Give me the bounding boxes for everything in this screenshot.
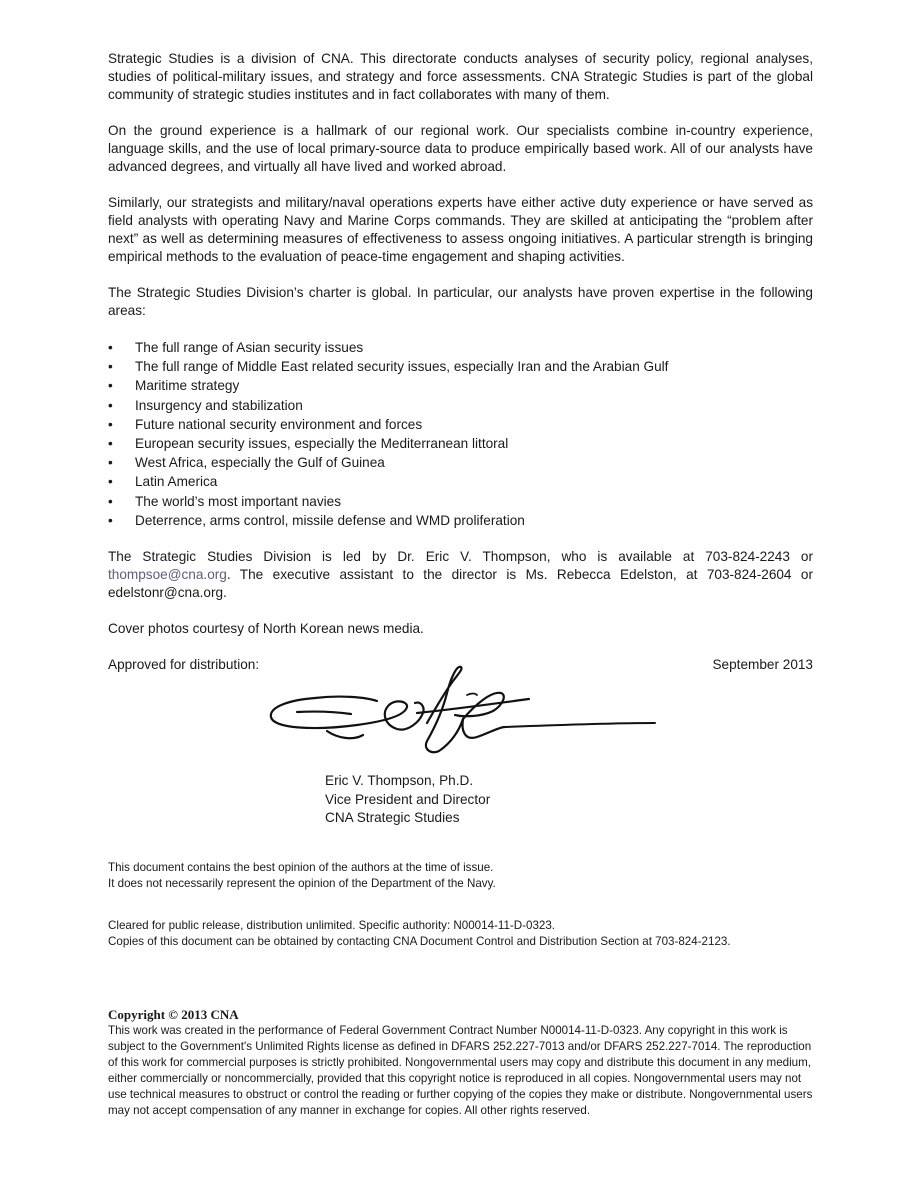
release-line: Copies of this document can be obtained by contacting CNA Document Control and Distribution Section at 703-824-2123. bbox=[108, 935, 731, 948]
list-item bbox=[108, 511, 813, 530]
list-item bbox=[108, 357, 813, 376]
list-item bbox=[108, 415, 813, 434]
signature-image bbox=[267, 665, 659, 765]
bullet-icon: • bbox=[108, 340, 113, 355]
signer-block bbox=[325, 772, 490, 828]
contact-text: . The executive assistant to the director is Ms. Rebecca Edelston, at 703-824-2604 or edelstonr@cna.org. bbox=[108, 567, 813, 601]
list-item-text: West Africa, especially the Gulf of Guinea bbox=[135, 455, 385, 471]
list-item bbox=[108, 453, 813, 472]
bullet-icon: • bbox=[108, 493, 113, 509]
list-item bbox=[108, 472, 813, 491]
bullet-icon: • bbox=[108, 416, 113, 432]
list-item bbox=[108, 376, 813, 395]
list-item-text: European security issues, especially the Mediterranean littoral bbox=[135, 436, 509, 452]
expertise-list bbox=[108, 338, 813, 530]
list-item bbox=[108, 396, 813, 415]
intro-paragraph: The Strategic Studies Division’s charter is global. In particular, our analysts have proven expertise in the following areas: bbox=[108, 285, 813, 318]
intro-paragraph: On the ground experience is a hallmark of our regional work. Our specialists combine in-country experience, language skills, and the use of local primary-source data to produce empirically based work. All of our analysts have advanced degrees, and virtually all have lived and worked abroad. bbox=[108, 123, 813, 174]
copyright-text: This work was created in the performance of Federal Government Contract Number N00014-11-D-0323. Any copyright in this work is subject to the Government's Unlimited Rights license as defined in DFARS 252.227-7013 and/or DFARS 252.227-7014. The reproduction of this work for commercial purposes is strictly prohibited. Nongovernmental users may copy and distribute this document in any medium, either commercially or noncommercially, provided that this copyright notice is reproduced in all copies. Nongovernmental users may not use technical measures to obstruct or control the reading or further copying of the copies they make or distribute. Nongovernmental users may not accept compensation of any manner in exchange for copies. All other rights reserved. bbox=[108, 1024, 813, 1118]
bullet-icon: • bbox=[108, 397, 113, 413]
release-notice bbox=[108, 918, 828, 950]
intro-paragraph: Similarly, our strategists and military/naval operations experts have either active duty experience or have served as field analysts with operating Navy and Marine Corps commands. They are skilled at anticipating the “problem after next” as well as determining measures of effectiveness to assess ongoing initiatives. A particular strength is bringing empirical methods to the evaluation of peace-time engagement and shaping activities. bbox=[108, 195, 813, 264]
bullet-icon: • bbox=[108, 474, 113, 490]
signer-name: Eric V. Thompson, Ph.D. bbox=[325, 773, 474, 788]
opinion-disclaimer bbox=[108, 860, 828, 892]
list-item bbox=[108, 434, 813, 453]
disclaimer-line: This document contains the best opinion of the authors at the time of issue. bbox=[108, 861, 494, 874]
intro-paragraph: Strategic Studies is a division of CNA. This directorate conducts analyses of security policy, regional analyses, studies of political-military issues, and strategy and force assessments. CNA Strategic Studies is part of the global community of strategic studies institutes and in fact collaborates with many of them. bbox=[108, 51, 813, 102]
list-item-text: The full range of Middle East related security issues, especially Iran and the Arabian Gulf bbox=[135, 359, 669, 375]
cover-photos-credit: Cover photos courtesy of North Korean news media. bbox=[108, 621, 424, 637]
signer-title: Vice President and Director bbox=[325, 791, 491, 807]
list-item-text: Insurgency and stabilization bbox=[135, 397, 303, 413]
approval-date: September 2013 bbox=[712, 657, 813, 673]
contact-text: The Strategic Studies Division is led by Dr. Eric V. Thompson, who is available at 703-824-2243 or bbox=[108, 549, 813, 565]
bullet-icon: • bbox=[108, 436, 113, 452]
list-item-text: The world’s most important navies bbox=[135, 493, 342, 509]
list-item-text: The full range of Asian security issues bbox=[135, 340, 364, 355]
list-item bbox=[108, 492, 813, 511]
copyright-heading: Copyright © 2013 CNA bbox=[108, 1007, 239, 1022]
signer-organization: CNA Strategic Studies bbox=[325, 810, 460, 825]
bullet-icon: • bbox=[108, 455, 113, 471]
list-item-text: Maritime strategy bbox=[135, 378, 240, 394]
release-line: Cleared for public release, distribution unlimited. Specific authority: N00014-11-D-0323. bbox=[108, 919, 556, 932]
list-item bbox=[108, 338, 813, 357]
list-item-text: Future national security environment and forces bbox=[135, 416, 423, 432]
approval-label: Approved for distribution: bbox=[108, 657, 260, 673]
director-email-link[interactable]: thompsoe@cna.org bbox=[108, 567, 227, 583]
list-item-text: Latin America bbox=[135, 474, 218, 490]
bullet-icon: • bbox=[108, 512, 113, 528]
document-body bbox=[108, 50, 813, 674]
list-item-text: Deterrence, arms control, missile defense and WMD proliferation bbox=[135, 512, 525, 528]
disclaimer-line: It does not necessarily represent the opinion of the Department of the Navy. bbox=[108, 877, 496, 890]
contact-paragraph bbox=[108, 548, 813, 602]
bullet-icon: • bbox=[108, 359, 113, 375]
bullet-icon: • bbox=[108, 378, 113, 394]
